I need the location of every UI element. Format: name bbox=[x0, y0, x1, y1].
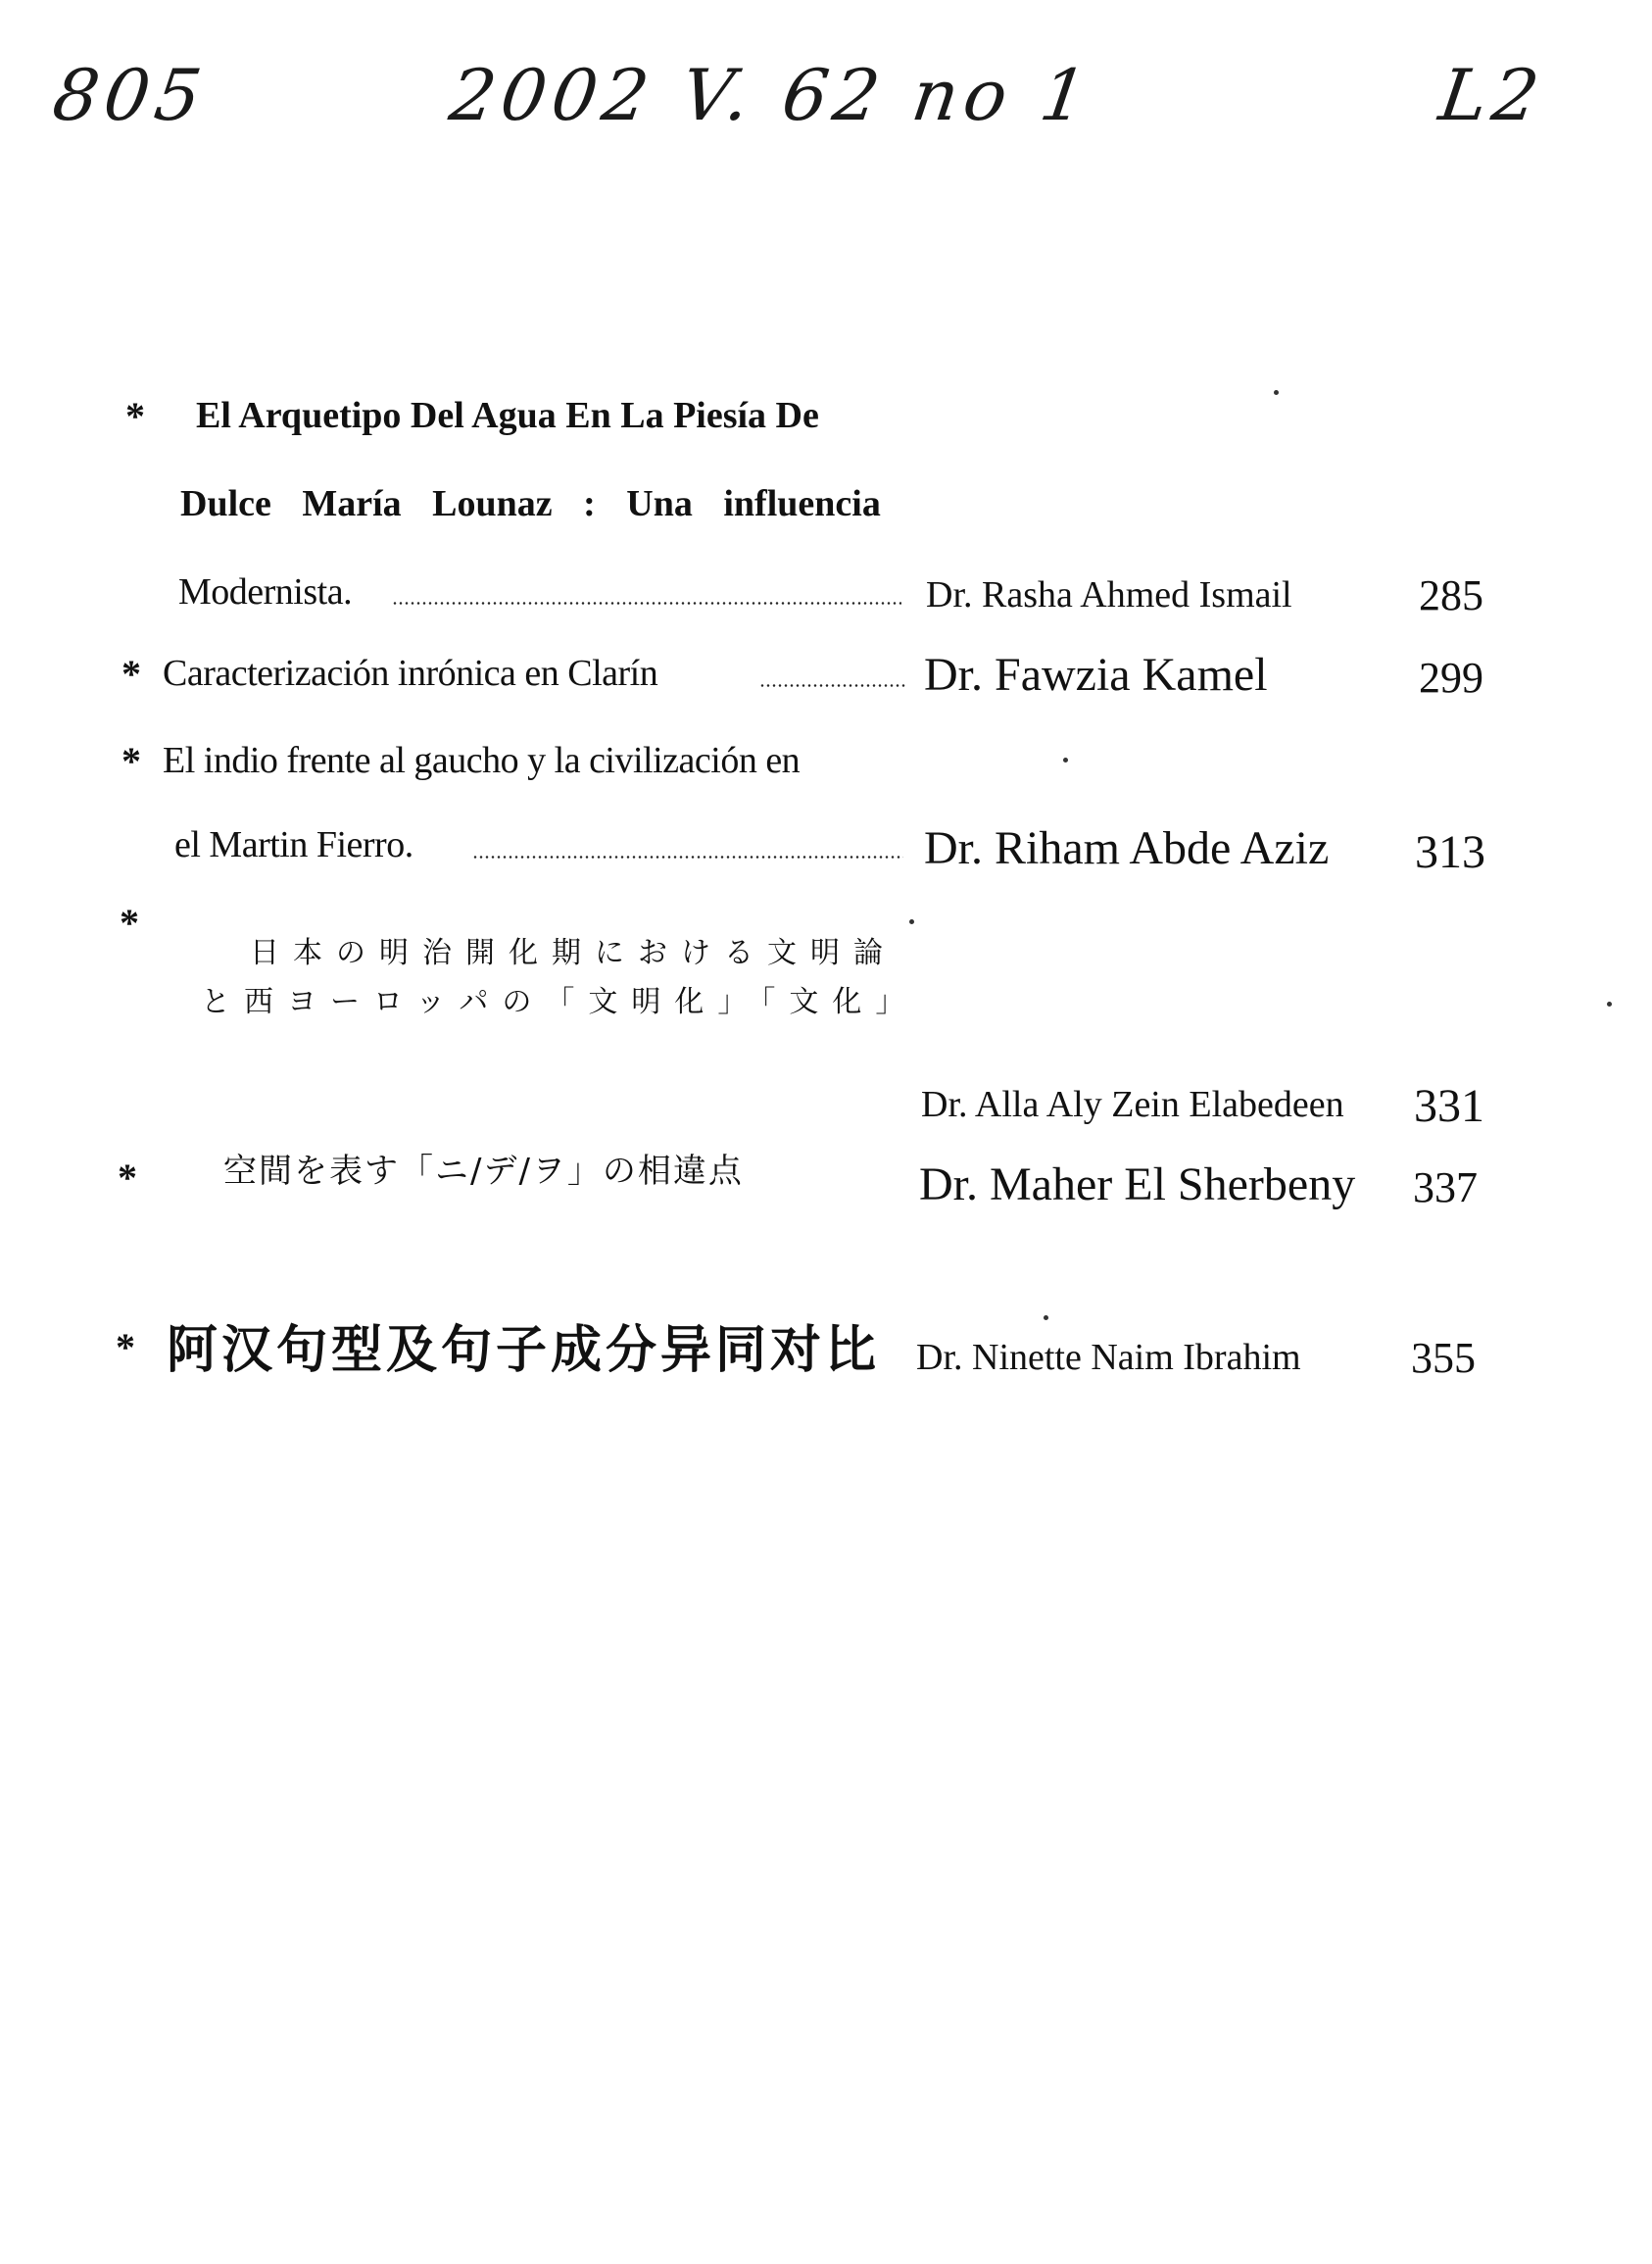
bullet-star: * bbox=[116, 1325, 135, 1369]
handwritten-volume-note: 2002 V. 62 no 1 bbox=[445, 54, 1098, 136]
bullet-star: * bbox=[120, 901, 139, 945]
handwritten-location-mark: L2 bbox=[1434, 54, 1550, 136]
scan-speck bbox=[1063, 758, 1068, 763]
entry-page-number: 355 bbox=[1411, 1334, 1476, 1382]
entry-title-line: Modernista. bbox=[178, 571, 353, 613]
entry-title-line: 空間を表す「ニ/デ/ヲ」の相違点 bbox=[223, 1152, 744, 1191]
scan-speck bbox=[1607, 1002, 1612, 1007]
entry-title-line: Dulce María Lounaz : Una influencia bbox=[180, 483, 881, 524]
bullet-star: * bbox=[121, 739, 141, 783]
entry-author: Dr. Fawzia Kamel bbox=[924, 649, 1268, 701]
entry-page-number: 313 bbox=[1415, 826, 1485, 878]
entry-author: Dr. Alla Aly Zein Elabedeen bbox=[921, 1084, 1344, 1125]
entry-page-number: 337 bbox=[1413, 1163, 1478, 1211]
bullet-star: * bbox=[118, 1156, 137, 1200]
scan-speck bbox=[1274, 390, 1279, 395]
dot-leader bbox=[392, 602, 901, 605]
entry-title-line: Caracterización inrónica en Clarín bbox=[163, 653, 658, 694]
entry-title-line: と西ヨーロッパの「文明化」「文化」 bbox=[201, 985, 919, 1019]
entry-title-line: El Arquetipo Del Agua En La Piesía De bbox=[196, 395, 819, 436]
bullet-star: * bbox=[121, 652, 141, 696]
dot-leader bbox=[759, 684, 906, 687]
entry-page-number: 331 bbox=[1414, 1080, 1484, 1132]
entry-page-number: 299 bbox=[1419, 654, 1483, 702]
dot-leader bbox=[472, 856, 903, 859]
entry-title-line: El indio frente al gaucho y la civilización en bbox=[163, 740, 801, 781]
entry-page-number: 285 bbox=[1419, 571, 1483, 619]
entry-title-line: 日本の明治開化期における文明論 bbox=[250, 936, 897, 970]
handwritten-shelf-number: 805 bbox=[48, 54, 213, 136]
scan-speck bbox=[1044, 1315, 1048, 1320]
entry-title-line: 阿汉句型及句子成分异同对比 bbox=[167, 1321, 881, 1380]
entry-author: Dr. Rasha Ahmed Ismail bbox=[926, 574, 1292, 615]
entry-author: Dr. Ninette Naim Ibrahim bbox=[916, 1337, 1301, 1378]
scan-speck bbox=[909, 919, 914, 924]
entry-author: Dr. Maher El Sherbeny bbox=[919, 1158, 1356, 1210]
entry-title-line: el Martin Fierro. bbox=[174, 824, 413, 865]
bullet-star: * bbox=[125, 394, 145, 438]
entry-author: Dr. Riham Abde Aziz bbox=[924, 822, 1330, 874]
